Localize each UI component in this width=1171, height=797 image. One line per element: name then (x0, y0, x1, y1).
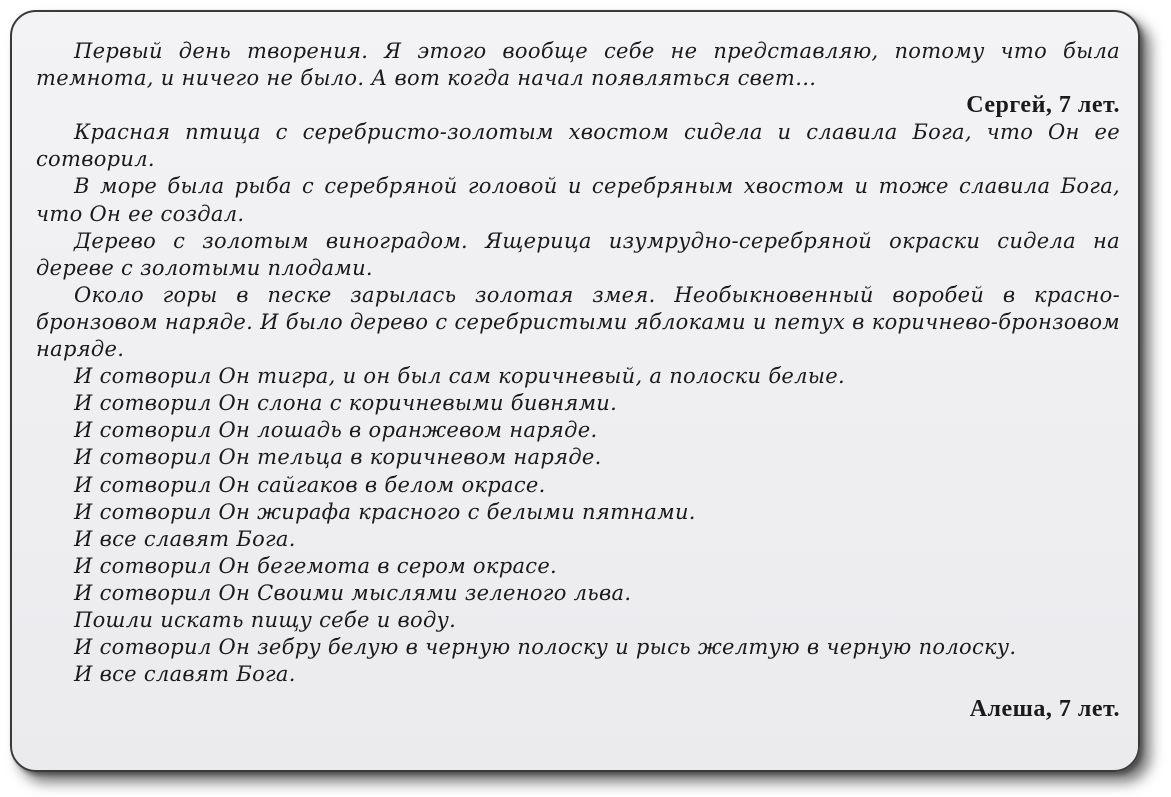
story2-paragraph-4: Около горы в песке зарылась золотая змея. Необыкновенный воробей в красно-бронзовом наряде. И было дерево с серебристыми яблоками и петух в коричнево-бронзовом наряде. (36, 282, 1120, 362)
story2-line-8: И сотворил Он бегемота в сером окрасе. (74, 553, 558, 578)
story2-line-3: И сотворил Он лошадь в оранжевом наряде. (74, 418, 598, 443)
story2-line-10: Пошли искать пищу себе и воду. (74, 607, 457, 632)
text-body (36, 38, 1120, 723)
story2-paragraph-3: Дерево с золотым виноградом. Ящерица изумрудно-серебряной окраски сидела на дереве с золотыми плодами. (36, 228, 1120, 280)
story2-line-2: И сотворил Он слона с коричневыми бивнями. (74, 391, 618, 416)
story2-line-11: И сотворил Он зебру белую в черную полоску и рысь желтую в черную полоску. (74, 635, 1017, 660)
story2-paragraph-2: В море была рыба с серебряной головой и серебряным хвостом и тоже славила Бога, что Он ее создал. (36, 174, 1120, 226)
story2-line-4: И сотворил Он тельца в коричневом наряде. (74, 445, 602, 470)
story2-line-12: И все славят Бога. (74, 662, 296, 687)
story2-line-6: И сотворил Он жирафа красного с белыми пятнами. (74, 499, 696, 524)
story2-line-1: И сотворил Он тигра, и он был сам коричневый, а полоски белые. (74, 364, 845, 389)
story2-line-7: И все славят Бога. (74, 526, 296, 551)
story2-signature: Алеша, 7 лет. (969, 696, 1120, 723)
story2-line-5: И сотворил Он сайгаков в белом окрасе. (74, 472, 546, 497)
story2-paragraph-1: Красная птица с серебристо-золотым хвостом сидела и славила Бога, что Он ее сотворил. (36, 120, 1120, 172)
story1-paragraph: Первый день творения. Я этого вообще себе не представляю, потому что была темнота, и ничего не было. А вот когда начал появляться свет… (36, 39, 1120, 91)
story2-line-9: И сотворил Он Своими мыслями зеленого льва. (74, 580, 632, 605)
text-card (10, 10, 1140, 772)
story1-signature: Сергей, 7 лет. (966, 92, 1120, 119)
